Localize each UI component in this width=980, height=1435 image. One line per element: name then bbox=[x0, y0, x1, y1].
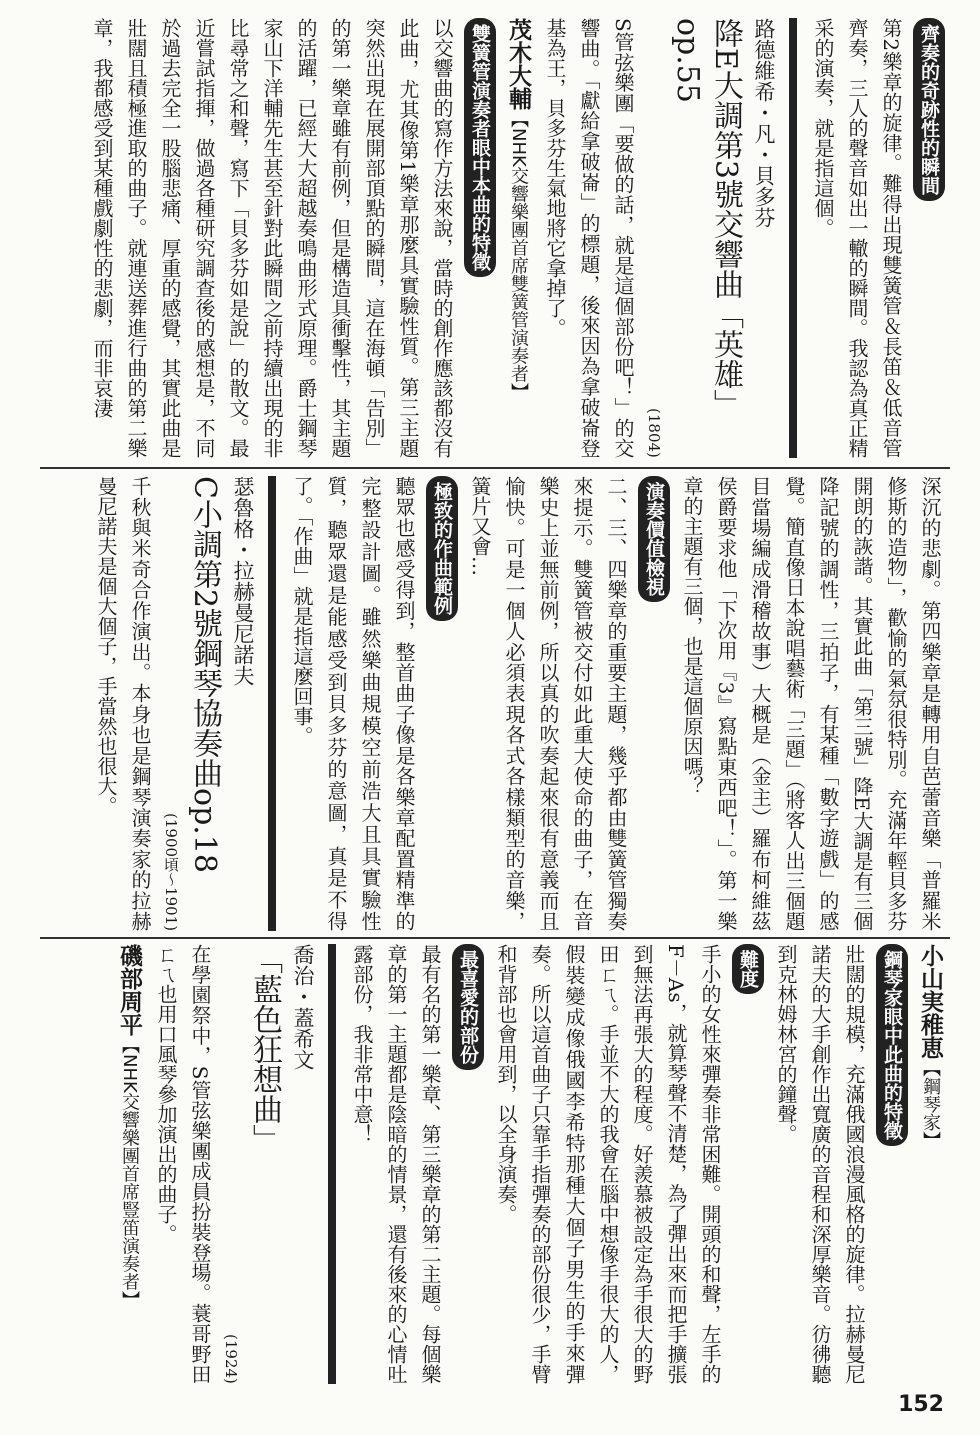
author-name-text: 小山実稚恵 bbox=[917, 944, 943, 1059]
heading-difficulty: 難度 bbox=[732, 944, 764, 994]
heading-performance-value: 演奏價值檢視 bbox=[638, 476, 670, 602]
composer-name: 喬治・蓋希文 bbox=[291, 944, 315, 1070]
author-name bbox=[112, 944, 146, 1384]
heading-oboist-view: 雙簧管演奏者眼中本曲的特徵 bbox=[464, 18, 496, 277]
section-eroica bbox=[40, 18, 950, 458]
paragraph-oboist-view: 以交響曲的寫作方法來說，當時的創作應該都沒有此曲，尤其像第1樂章那麼具實驗性質。第三主題突然出現在展開部頂點的瞬間，這在海頓「告別」的第一樂章雖有前例，但是構造具衝擊性，其主題的活躍，已經大大超越奏鳴曲形式原理。爵士鋼琴家山下洋輔先生甚至針對此瞬間之前持續出現的非比尋常之和聲，寫下「貝多芬如是說」的散文。最近嘗試指揮，做過各種研究調查後的感想是，不同於過去完全一股腦悲痛、厚重的感覺，其實此曲是壯闊且積極進取的曲子。就連送葬進行曲的第二樂章，我都感受到某種戲劇性的悲劇，而非哀淒 bbox=[90, 18, 454, 458]
work-title: 「藍色狂想曲」 bbox=[247, 944, 282, 1154]
heading-pianist-view: 鋼琴家眼中此曲的特徵 bbox=[876, 944, 908, 1146]
page-number: 152 bbox=[898, 1392, 944, 1417]
heading-composition-example: 極致的作曲範例 bbox=[426, 476, 458, 621]
paragraph-unison-moment: 第2樂章的旋律。難得出現雙簧管＆長笛＆低音管齊奏，三人的聲音如出一轍的瞬間。我認為真正精采的演奏，就是指這個。 bbox=[811, 18, 903, 458]
author-name-text: 茂木大輔 bbox=[505, 18, 531, 110]
author-name bbox=[501, 18, 535, 458]
work-year: (1900頃～1901) bbox=[162, 812, 180, 931]
work-title: C小調第2號鋼琴協奏曲op.18 bbox=[187, 476, 222, 874]
work-title: 降E大調第3號交響曲「英雄」op.55 bbox=[670, 18, 743, 419]
heading-favorite-part: 最喜愛的部份 bbox=[452, 944, 484, 1070]
work-intro: 在學園祭中，S管弦樂團成員扮裝登場。蓑哥野田ㄈㄟ也用口風琴參加演出的曲子。 bbox=[154, 944, 212, 1384]
horizontal-divider bbox=[40, 937, 950, 939]
section-pianist-flow bbox=[40, 944, 950, 1384]
composer-name: 路德維希・凡・貝多芬 bbox=[752, 18, 776, 228]
author-role: 【NHK交響樂團首席雙簧管演奏者】 bbox=[508, 110, 529, 401]
paragraph-difficulty: 手小的女性來彈奏非常困難。開頭的和聲，左手的F－As，就算琴聲不清楚，為了彈出來而把手擴張到無法再張大的程度。好羨慕被設定為手很大的野田ㄈㄟ。手並不大的我會在腦中想像手很大的人，假裝變成像俄國李希特那種大個子男生的手來彈奏。所以這首曲子只靠手指彈奏的部份很少，手臂和背部也會用到，以全身演奏。 bbox=[494, 944, 722, 1384]
paragraph-continued: 深沉的悲劇。第四樂章是轉用自芭蕾音樂「普羅米修斯的造物」，歡愉的氣氛很特別。充滿年輕貝多芬開朗的詼諧。其實此曲「第三號」降E大調是有三個降記號的調性，三拍子，有某種「數字遊戲」的感覺。簡直像日本說唱藝術「三題」（將客人出三個題目當場編成滑稽故事）大概是（金主）羅布柯維茲侯爵要求他「下次用『3』寫點東西吧！」。第一樂章的主題有三個，也是這個原因嗎？ bbox=[680, 476, 942, 931]
author-role: 【NHK交響樂團首席豎笛演奏者】 bbox=[119, 1036, 140, 1309]
work-intro: S管弦樂團「要做的話，就是這個部份吧！」的交響曲。「獻給拿破崙」的標題，後來因為拿破崙登基為王，貝多芬生氣地將它拿掉了。 bbox=[543, 18, 635, 458]
work-year: (1804) bbox=[645, 408, 663, 458]
section-divider-bar bbox=[328, 944, 336, 1384]
section-rachmaninoff-intro bbox=[40, 476, 950, 931]
composer-name: 瑟魯格・拉赫曼尼諾夫 bbox=[231, 476, 255, 686]
heading-unison-moment: 齊奏的奇跡性的瞬間 bbox=[913, 18, 945, 201]
section-divider-bar bbox=[268, 476, 276, 931]
work-intro: 千秋與米奇合作演出。本身也是鋼琴演奏家的拉赫曼尼諾夫是個大個子，手當然也很大。 bbox=[94, 476, 152, 931]
author-name-text: 磯部周平 bbox=[116, 944, 142, 1036]
section-divider-bar bbox=[789, 18, 797, 458]
author-name bbox=[913, 944, 947, 1384]
paragraph-pianist-view: 壯闊的規模，充滿俄國浪漫風格的旋律。拉赫曼尼諾夫的大手創作出寬廣的音程和深厚樂音。彷彿聽到克林姆林宮的鐘聲。 bbox=[774, 944, 866, 1384]
author-role: 【鋼琴家】 bbox=[920, 1059, 941, 1149]
paragraph-performance-value: 二、三、四樂章的重要主題，幾乎都由雙簧管獨奏來提示。雙簧管被交付如此重大使命的曲子，在音樂史上並無前例，所以真的吹奏起來很有意義而且愉快。可是一個人必須表現各式各樣類型的音樂，簧片又會… bbox=[468, 476, 628, 931]
paragraph-composition-example: 聽眾也感受得到，整首曲子像是各樂章配置精準的完整設計圖。雖然樂曲規模空前浩大且具實驗性質，聽眾還是能感受到貝多芬的意圖，真是不得了。「作曲」就是指這麼回事。 bbox=[290, 476, 416, 931]
section-rachmaninoff-flow bbox=[40, 476, 950, 931]
paragraph-favorite-part: 最有名的第一樂章、第三樂章的第二主題。每個樂章的第一主題都是陰暗的情景，還有後來的心情吐露部份，我非常中意！ bbox=[350, 944, 442, 1384]
horizontal-divider bbox=[40, 467, 950, 469]
section-pianist-rhapsody bbox=[40, 944, 950, 1384]
work-year: (1924) bbox=[222, 1334, 240, 1384]
section-eroica-flow bbox=[40, 18, 950, 458]
